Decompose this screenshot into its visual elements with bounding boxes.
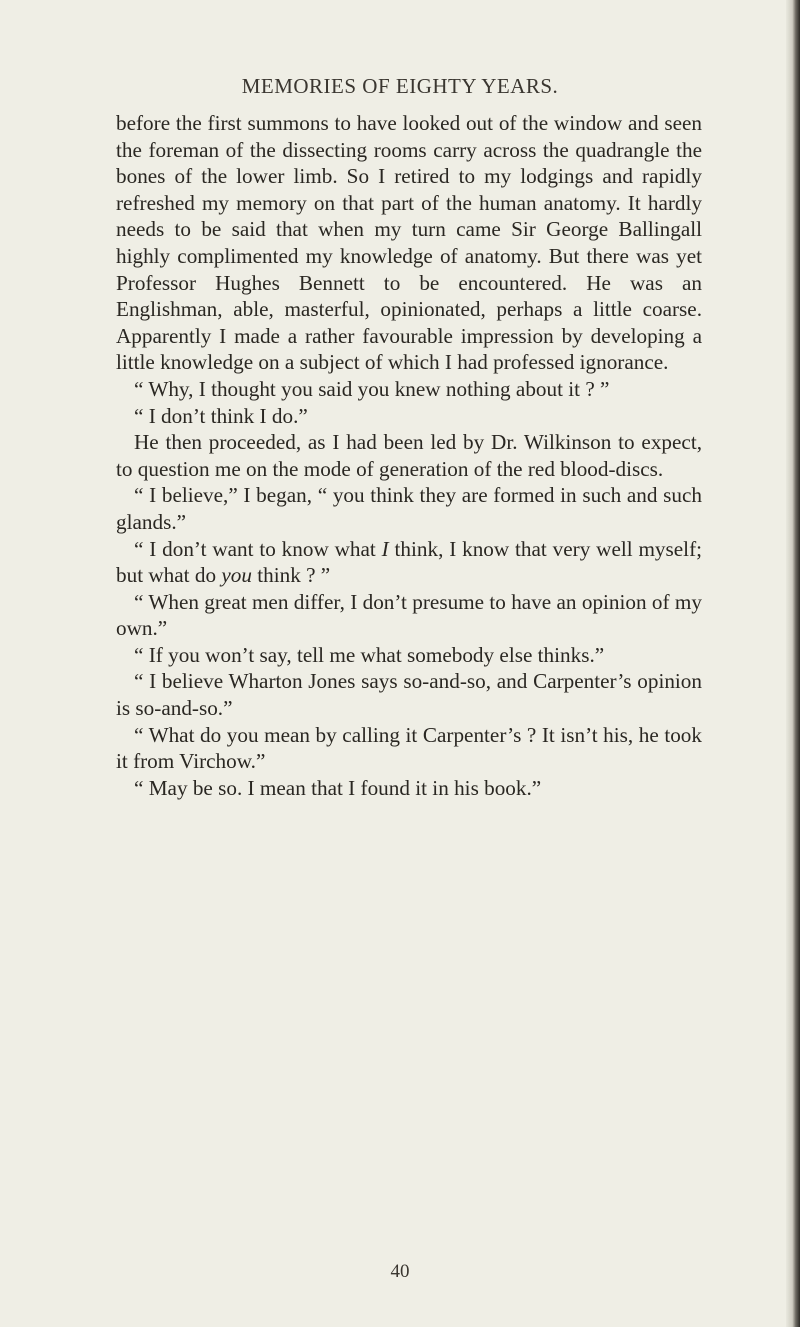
paragraph-6-emphasis-2: you: [221, 563, 252, 588]
paragraph-6-text-after: think ? ”: [251, 563, 331, 588]
paragraph-6-text-middle: think, I know that very well myself; but what do: [116, 536, 703, 588]
paragraph-6: [116, 536, 702, 589]
running-head: MEMORIES OF EIGHTY YEARS.: [241, 74, 559, 98]
page-number: 40: [390, 1261, 410, 1282]
page-body: [116, 110, 702, 801]
paragraph-6-emphasis-1: I: [381, 536, 389, 561]
paragraph-3: “ I don’t think I do.”: [134, 403, 308, 428]
paragraph-5: “ I believe,” I began, “ you think they are formed in such and such glands.”: [116, 483, 702, 534]
paragraph-6-text-before: “ I don’t want to know what: [134, 536, 382, 561]
paragraph-7: “ When great men differ, I don’t presume to have an opinion of my own.”: [116, 589, 702, 641]
paragraph-9: “ I believe Wharton Jones says so-and-so, and Carpenter’s opinion is so-and-so.”: [116, 669, 702, 721]
paragraph-4: He then proceeded, as I had been led by Dr. Wilkinson to expect, to question me on the mode of generation of the red blood-discs.: [116, 430, 702, 481]
paragraph-2: “ Why, I thought you said you knew nothing about it ? ”: [134, 376, 610, 401]
paragraph-1: before the first summons to have looked out of the window and seen the foreman of the dissecting rooms carry across the quadrangle the bones of the lower limb. So I retired to my lodgings and rapidly refreshed my memory on that part of the human anatomy. It hardly needs to be said that when my turn came Sir George Ballingall highly complimented my knowledge of anatomy. But there was yet Professor Hughes Bennett to be encountered. He was an Englishman, able, masterful, opinionated, perhaps a little coarse. Apparently I made a rather favourable impression by developing a little knowledge on a subject of which I had professed ignorance.: [116, 111, 702, 375]
paragraph-11: “ May be so. I mean that I found it in his book.”: [134, 775, 542, 800]
page-edge-shadow: [786, 0, 800, 1327]
paragraph-10: “ What do you mean by calling it Carpenter’s ? It isn’t his, he took it from Virchow.”: [116, 722, 702, 774]
paragraph-8: “ If you won’t say, tell me what somebody else thinks.”: [134, 642, 605, 667]
